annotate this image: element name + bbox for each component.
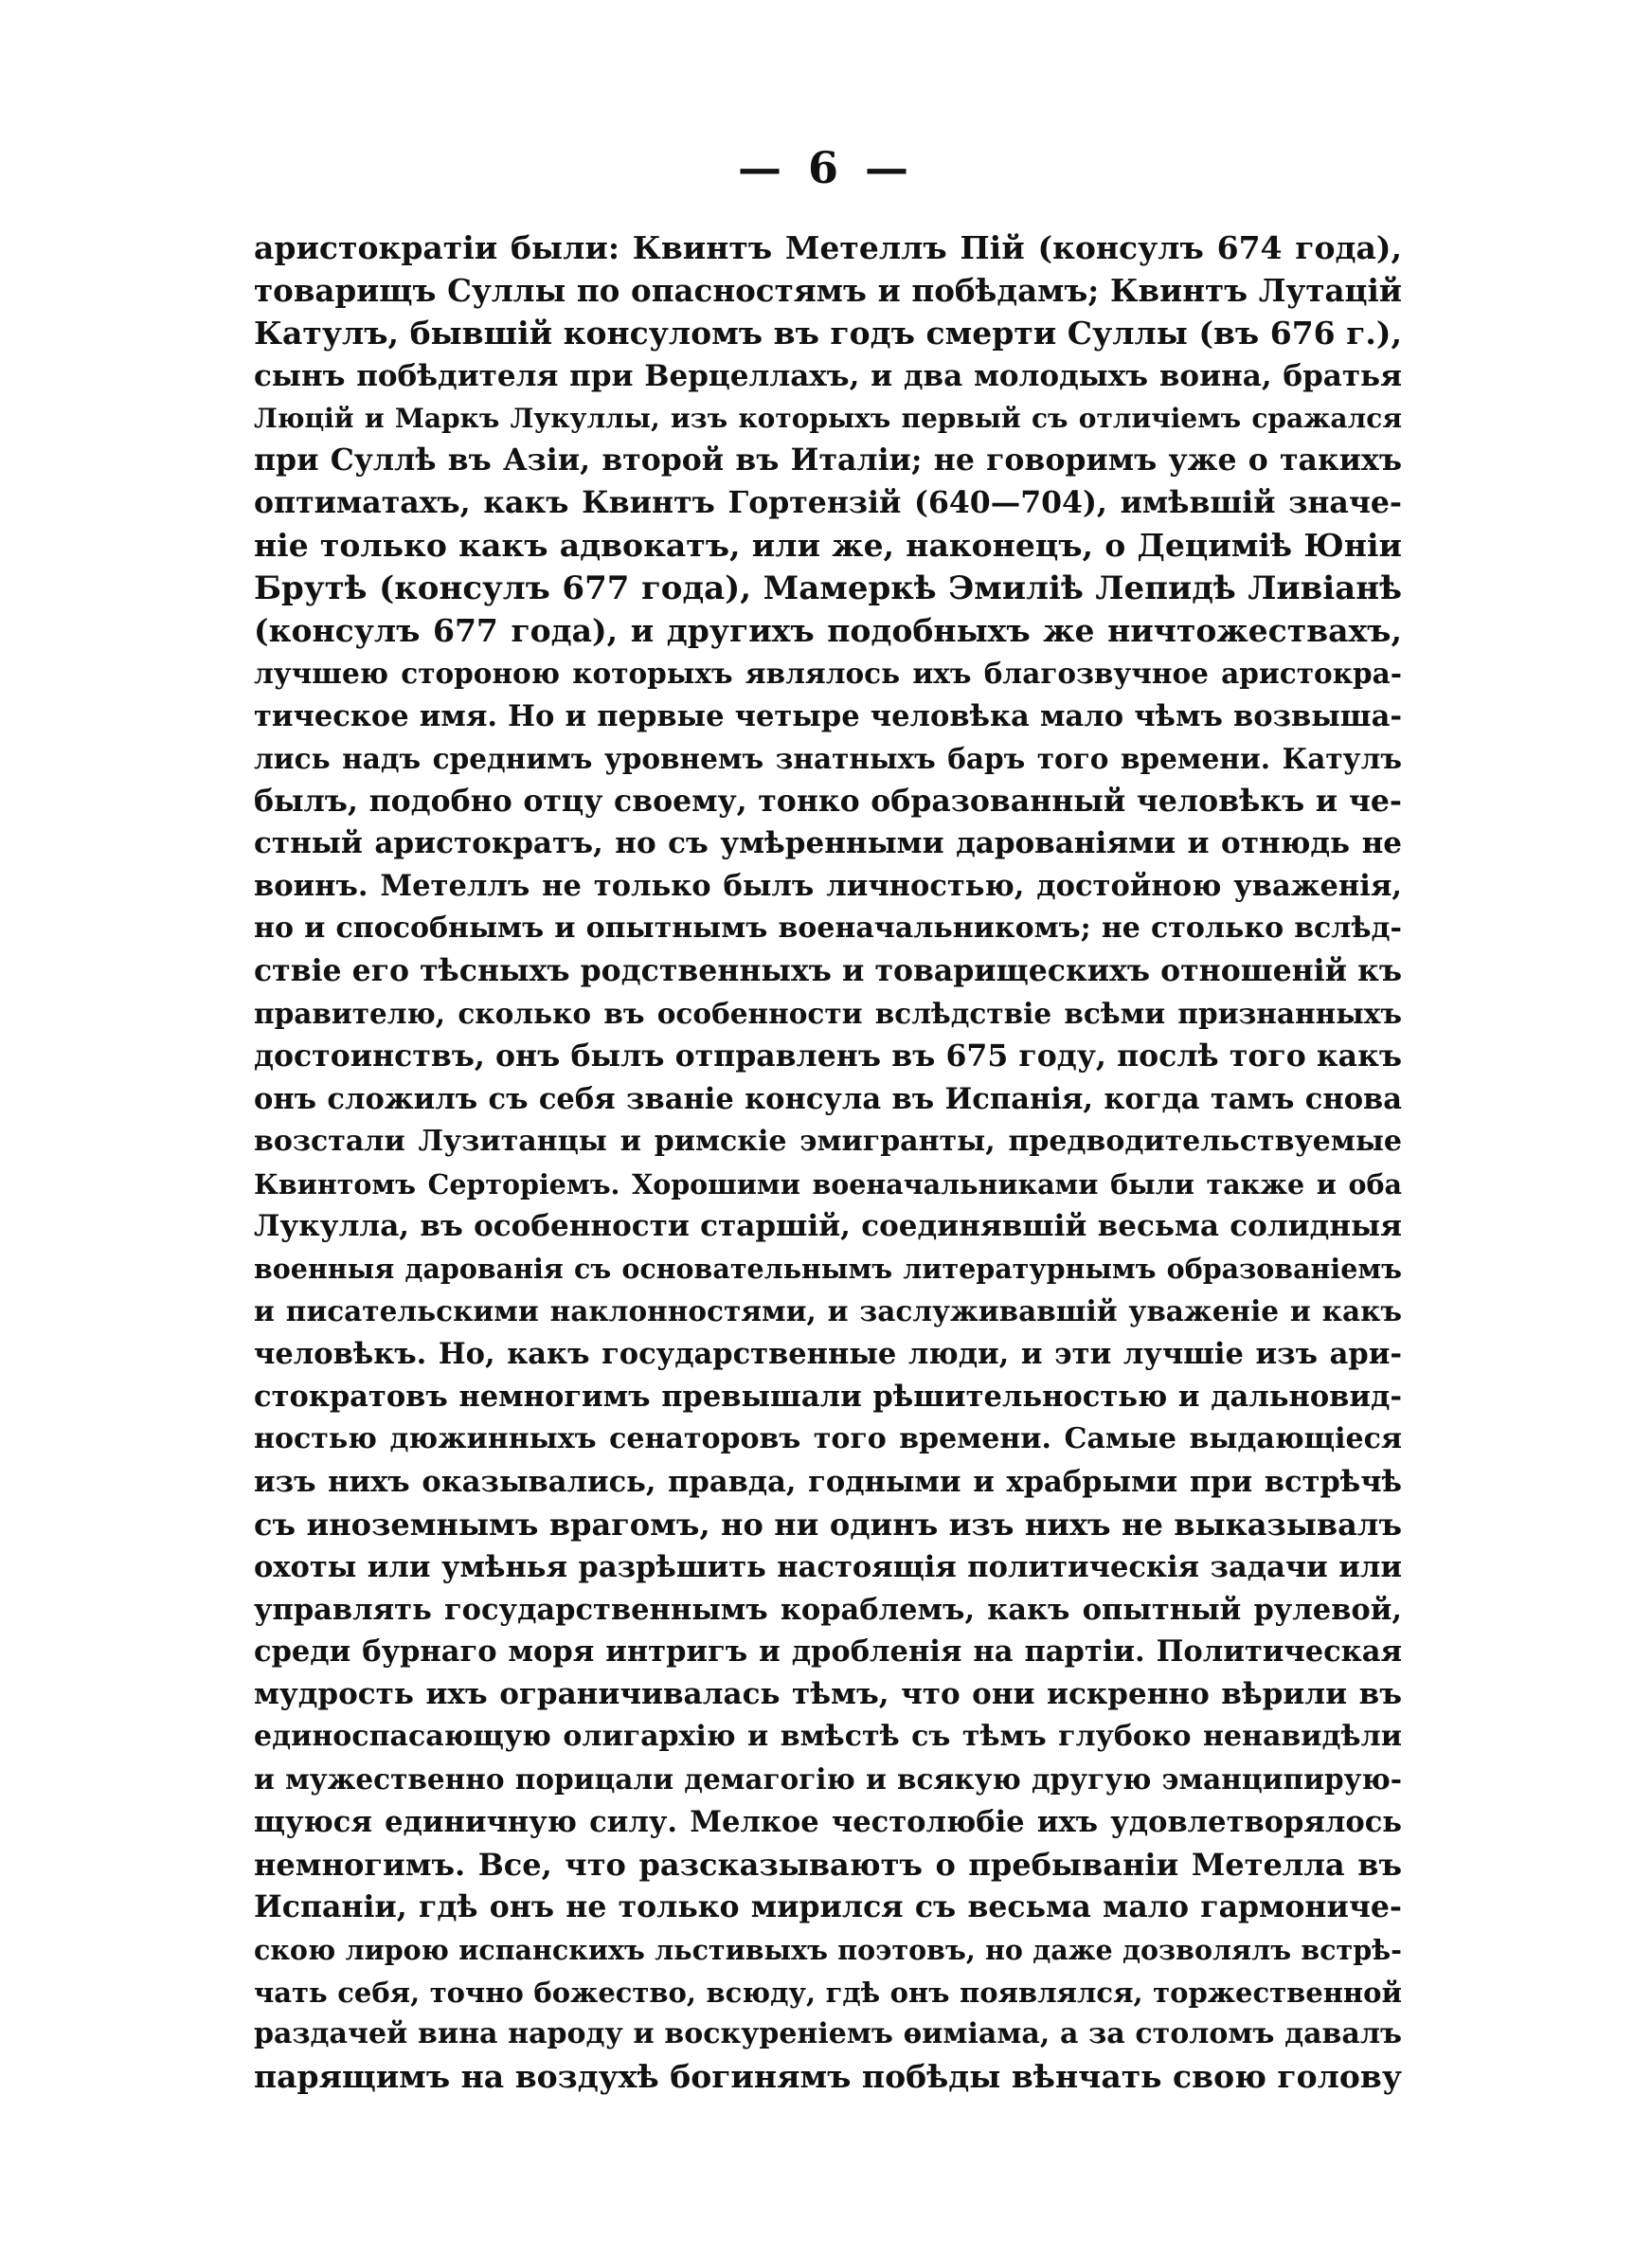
- text-line: единоспасающую олигархію и вмѣстѣ съ тѣмъ глубоко ненавидѣли: [254, 1720, 1402, 1754]
- text-line: съ иноземнымъ врагомъ, но ни одинъ изъ нихъ не выказывалъ: [254, 1506, 1402, 1543]
- text-line: мудрость ихъ ограничивалась тѣмъ, что они искренно вѣрили въ: [254, 1677, 1402, 1712]
- text-line: парящимъ на воздухѣ богинямъ побѣды вѣнчать свою голову: [254, 2058, 1402, 2096]
- text-line: аристократіи были: Квинтъ Метеллъ Пій (консулъ 674 года),: [254, 229, 1402, 266]
- text-line: сынъ побѣдителя при Верцеллахъ, и два молодыхъ воина, братья: [254, 358, 1402, 393]
- text-line: но и способнымъ и опытнымъ военачальникомъ; не столько вслѣд-: [254, 912, 1402, 946]
- text-line: лись надъ среднимъ уровнемъ знатныхъ баръ того времени. Катулъ: [254, 741, 1402, 775]
- text-line: скою лирою испанскихъ льстивыхъ поэтовъ, но даже дозволялъ встрѣ-: [254, 1933, 1402, 1966]
- text-line: Люцій и Маркъ Лукуллы, изъ которыхъ первый съ отличіемъ сражался: [254, 402, 1402, 434]
- text-line: ностью дюжинныхъ сенаторовъ того времени. Самые выдающіеся: [254, 1421, 1402, 1455]
- text-line: и писательскими наклонностями, и заслуживавшій уваженіе и какъ: [254, 1294, 1402, 1328]
- text-line: изъ нихъ оказывались, правда, годными и храбрыми при встрѣчѣ: [254, 1464, 1402, 1499]
- text-line: товарищъ Суллы по опасностямъ и побѣдамъ; Квинтъ Лутацій: [254, 271, 1402, 309]
- text-line: былъ, подобно отцу своему, тонко образованный человѣкъ и че-: [254, 783, 1402, 819]
- text-line: возстали Лузитанцы и римскіе эмигранты, предводительствуемые: [254, 1124, 1402, 1158]
- text-line: Катулъ, бывшій консуломъ въ годъ смерти Суллы (въ 676 г.),: [254, 314, 1402, 352]
- page-number: — 6 —: [737, 142, 915, 193]
- text-line: Лукулла, въ особенности старшій, соединявшій весьма солидныя: [254, 1209, 1402, 1244]
- text-line: лучшею стороною которыхъ являлось ихъ благозвучное аристокра-: [254, 656, 1402, 690]
- text-line: правителю, сколько въ особенности вслѣдствіе всѣми признанныхъ: [254, 997, 1402, 1031]
- text-line: охоты или умѣнья разрѣшить настоящія политическія задачи или: [254, 1549, 1402, 1584]
- text-line: раздачей вина народу и воскуреніемъ ѳиміама, а за столомъ давалъ: [254, 2017, 1402, 2051]
- text-line: управлять государственнымъ кораблемъ, какъ опытный рулевой,: [254, 1592, 1402, 1627]
- text-line: Испаніи, гдѣ онъ не только мирился съ весьма мало гармониче-: [254, 1888, 1402, 1924]
- text-line: Брутѣ (консулъ 677 года), Мамеркѣ Эмиліѣ Лепидѣ Ливіанѣ: [254, 569, 1402, 608]
- text-line: при Суллѣ въ Азіи, второй въ Италіи; не говоримъ уже о такихъ: [254, 442, 1402, 478]
- text-line: ніе только какъ адвокатъ, или же, наконецъ, о Дециміѣ Юніи: [254, 527, 1402, 565]
- text-line: Квинтомъ Серторіемъ. Хорошими военачальниками были также и оба: [254, 1167, 1402, 1201]
- text-line: ствіе его тѣсныхъ родственныхъ и товарищескихъ отношеній къ: [254, 953, 1402, 989]
- text-line: военныя дарованія съ основательнымъ литературнымъ образованіемъ: [254, 1253, 1402, 1286]
- text-line: стный аристократъ, но съ умѣренными дарованіями и отнюдь не: [254, 826, 1402, 861]
- text-line: достоинствъ, онъ былъ отправленъ въ 675 году, послѣ того какъ: [254, 1038, 1402, 1074]
- text-line: (консулъ 677 года), и другихъ подобныхъ же ничтожествахъ,: [254, 612, 1402, 650]
- text-line: немногимъ. Все, что разсказываютъ о пребываніи Метелла въ: [254, 1846, 1402, 1883]
- text-line: щуюся единичную силу. Мелкое честолюбіе ихъ удовлетворялось: [254, 1804, 1402, 1839]
- text-line: оптиматахъ, какъ Квинтъ Гортензій (640—704), имѣвшій значе-: [254, 485, 1402, 521]
- text-line: тическое имя. Но и первые четыре человѣка мало чѣмъ возвыша-: [254, 698, 1402, 733]
- text-line: среди бурнаго моря интригъ и дробленія на партіи. Политическая: [254, 1634, 1402, 1670]
- text-line: воинъ. Метеллъ не только былъ личностью, достойною уваженія,: [254, 869, 1402, 904]
- body-text: [254, 227, 1402, 2099]
- text-line: человѣкъ. Но, какъ государственные люди, и эти лучшіе изъ ари-: [254, 1337, 1402, 1372]
- text-line: и мужественно порицали демагогію и всякую другую эманципирую-: [254, 1762, 1402, 1797]
- text-line: стократовъ немногимъ превышали рѣшительностью и дальновид-: [254, 1380, 1402, 1415]
- text-line: онъ сложилъ съ себя званіе консула въ Испанія, когда тамъ снова: [254, 1081, 1402, 1116]
- text-line: чать себя, точно божество, всюду, гдѣ онъ появлялся, торжественной: [254, 1976, 1402, 2009]
